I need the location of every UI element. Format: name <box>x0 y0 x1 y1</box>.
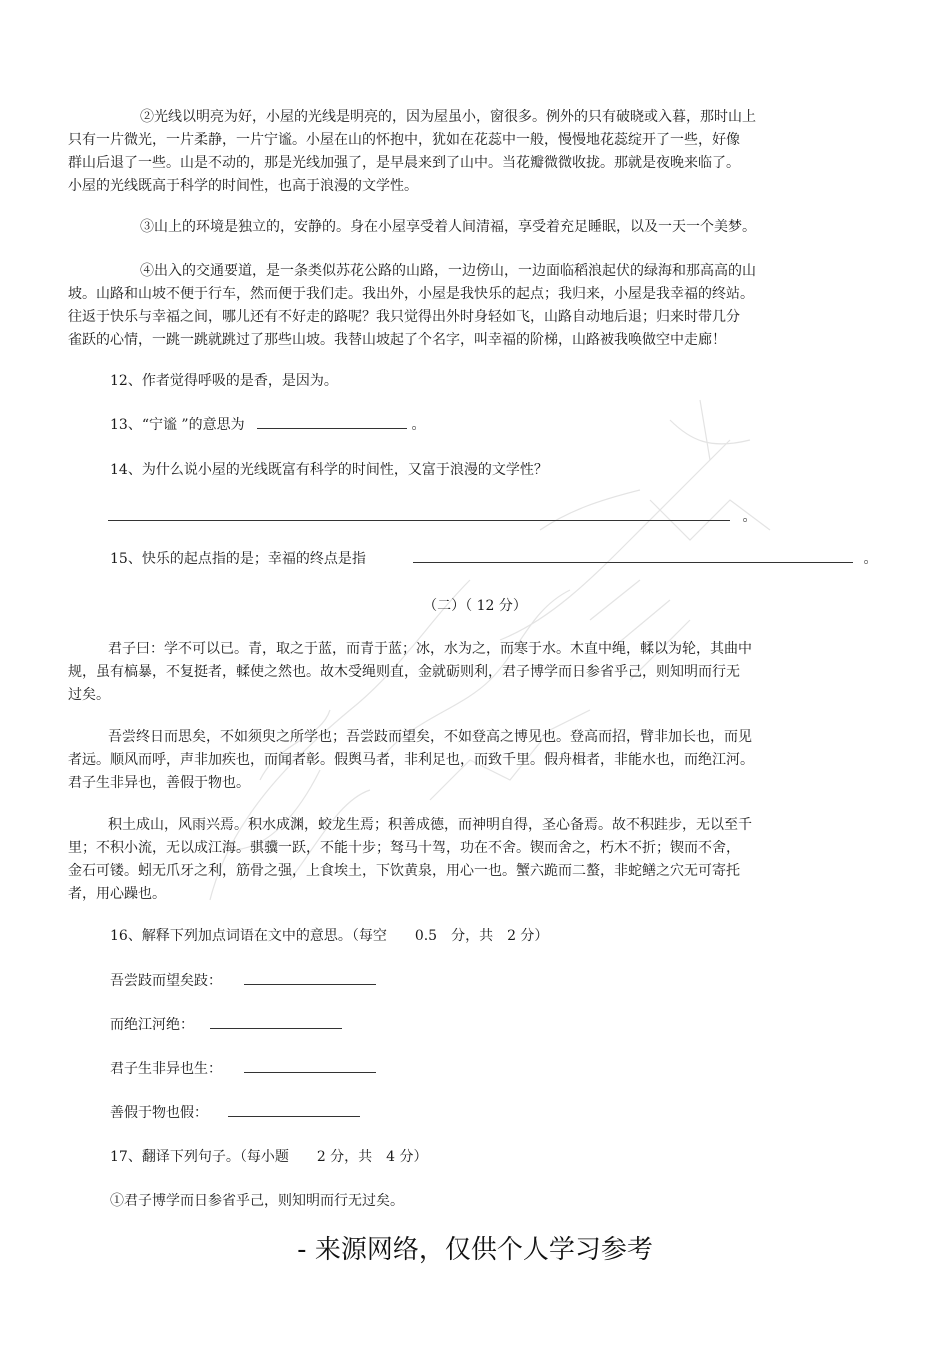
answer-blank-14[interactable] <box>108 506 730 521</box>
question-16-item-1-label: 吾尝跂而望矣跂： <box>110 973 222 989</box>
answer-blank-15[interactable] <box>413 548 853 563</box>
question-14: 14、为什么说小屋的光线既富有科学的时间性，又富于浪漫的文学性？ <box>110 462 548 478</box>
question-16: 16、解释下列加点词语在文中的意思。（每空 0.5 分，共 2 分） <box>110 928 549 944</box>
passage2-para2-line1: 吾尝终日而思矣，不如须臾之所学也；吾尝跂而望矣，不如登高之博见也。登高而招，臂非加长也，而见 <box>108 729 752 745</box>
question-16-item-1 <box>110 970 376 992</box>
passage2-para3-line4: 者，用心躁也。 <box>68 886 166 902</box>
question-17-item-1: ①君子博学而日参省乎己，则知明而行无过矣。 <box>110 1193 404 1209</box>
passage2-para2-line3: 君子生非异也，善假于物也。 <box>68 775 250 791</box>
answer-blank-16-3[interactable] <box>244 1058 376 1073</box>
passage1-para2-line3: 群山后退了一些。山是不动的，那是光线加强了，是早晨来到了山中。当花瓣微微收拢。那就是夜晚来临了。 <box>68 155 740 171</box>
answer-blank-16-1[interactable] <box>244 970 376 985</box>
passage2-para3-line3: 金石可镂。蚓无爪牙之利，筋骨之强，上食埃土，下饮黄泉，用心一也。蟹六跪而二螯，非蛇鳝之穴无可寄托 <box>68 863 740 879</box>
passage1-para2-line1: ②光线以明亮为好，小屋的光线是明亮的，因为屋虽小，窗很多。例外的只有破晓或入暮，那时山上 <box>140 109 756 125</box>
passage2-para1-line1: 君子曰：学不可以已。青，取之于蓝，而青于蓝；冰，水为之，而寒于水。木直中绳，輮以为轮，其曲中 <box>108 641 752 657</box>
section-2-title: （二）（ 12 分） <box>423 598 527 614</box>
question-13-text: 13、“宁谧 ”的意思为 <box>110 417 245 433</box>
answer-blank-13[interactable] <box>257 414 407 429</box>
question-15-end: 。 <box>863 551 878 567</box>
question-13-end: 。 <box>411 417 426 433</box>
question-15: 15、快乐的起点指的是；幸福的终点是指 <box>110 551 366 567</box>
question-16-item-4-label: 善假于物也假： <box>110 1105 208 1121</box>
question-16-item-2 <box>110 1014 342 1036</box>
answer-blank-16-2[interactable] <box>210 1014 342 1029</box>
passage2-para2-line2: 者远。顺风而呼，声非加疾也，而闻者彰。假舆马者，非利足也，而致千里。假舟楫者，非能水也，而绝江河。 <box>68 752 754 768</box>
question-16-item-3-label: 君子生非异也生： <box>110 1061 222 1077</box>
passage1-para4-line4: 雀跃的心情，一跳一跳就跳过了那些山坡。我替山坡起了个名字，叫幸福的阶梯，山路被我唤做空中走廊！ <box>68 332 726 348</box>
passage1-para3: ③山上的环境是独立的，安静的。身在小屋享受着人间清福，享受着充足睡眠，以及一天一个美梦。 <box>140 219 756 235</box>
question-12: 12、作者觉得呼吸的是香，是因为。 <box>110 373 338 389</box>
passage1-para2-line2: 只有一片微光，一片柔静，一片宁谧。小屋在山的怀抱中，犹如在花蕊中一般，慢慢地花蕊绽开了一些，好像 <box>68 132 740 148</box>
question-17: 17、翻译下列句子。（每小题 2 分，共 4 分） <box>110 1149 428 1165</box>
passage2-para1-line2: 规，虽有槁暴，不复挺者，輮使之然也。故木受绳则直，金就砺则利，君子博学而日参省乎己，则知明而行无 <box>68 664 740 680</box>
passage1-para4-line2: 坡。山路和山坡不便于行车，然而便于我们走。我出外，小屋是我快乐的起点；我归来，小屋是我幸福的终站。 <box>68 286 754 302</box>
question-14-end: 。 <box>742 509 757 525</box>
question-13 <box>110 414 426 436</box>
question-15-answer-line <box>413 548 877 570</box>
footer-source-note: - 来源网络，仅供个人学习参考 <box>297 1235 653 1265</box>
question-16-item-2-label: 而绝江河绝： <box>110 1017 194 1033</box>
question-14-answer-line <box>108 506 756 528</box>
passage1-para4-line3: 往返于快乐与幸福之间，哪儿还有不好走的路呢？我只觉得出外时身轻如飞，山路自动地后退；归来时带几分 <box>68 309 740 325</box>
passage2-para3-line2: 里；不积小流，无以成江海。骐骥一跃，不能十步；驽马十驾，功在不舍。锲而舍之，朽木不折；锲而不舍， <box>68 840 740 856</box>
passage2-para3-line1: 积土成山，风雨兴焉。积水成渊，蛟龙生焉；积善成德，而神明自得，圣心备焉。故不积跬步，无以至千 <box>108 817 752 833</box>
question-16-item-4 <box>110 1102 360 1124</box>
answer-blank-16-4[interactable] <box>228 1102 360 1117</box>
passage2-para1-line3: 过矣。 <box>68 687 110 703</box>
passage1-para4-line1: ④出入的交通要道，是一条类似苏花公路的山路，一边傍山，一边面临稻浪起伏的绿海和那高高的山 <box>140 263 756 279</box>
passage1-para2-line4: 小屋的光线既高于科学的时间性，也高于浪漫的文学性。 <box>68 178 418 194</box>
question-16-item-3 <box>110 1058 376 1080</box>
